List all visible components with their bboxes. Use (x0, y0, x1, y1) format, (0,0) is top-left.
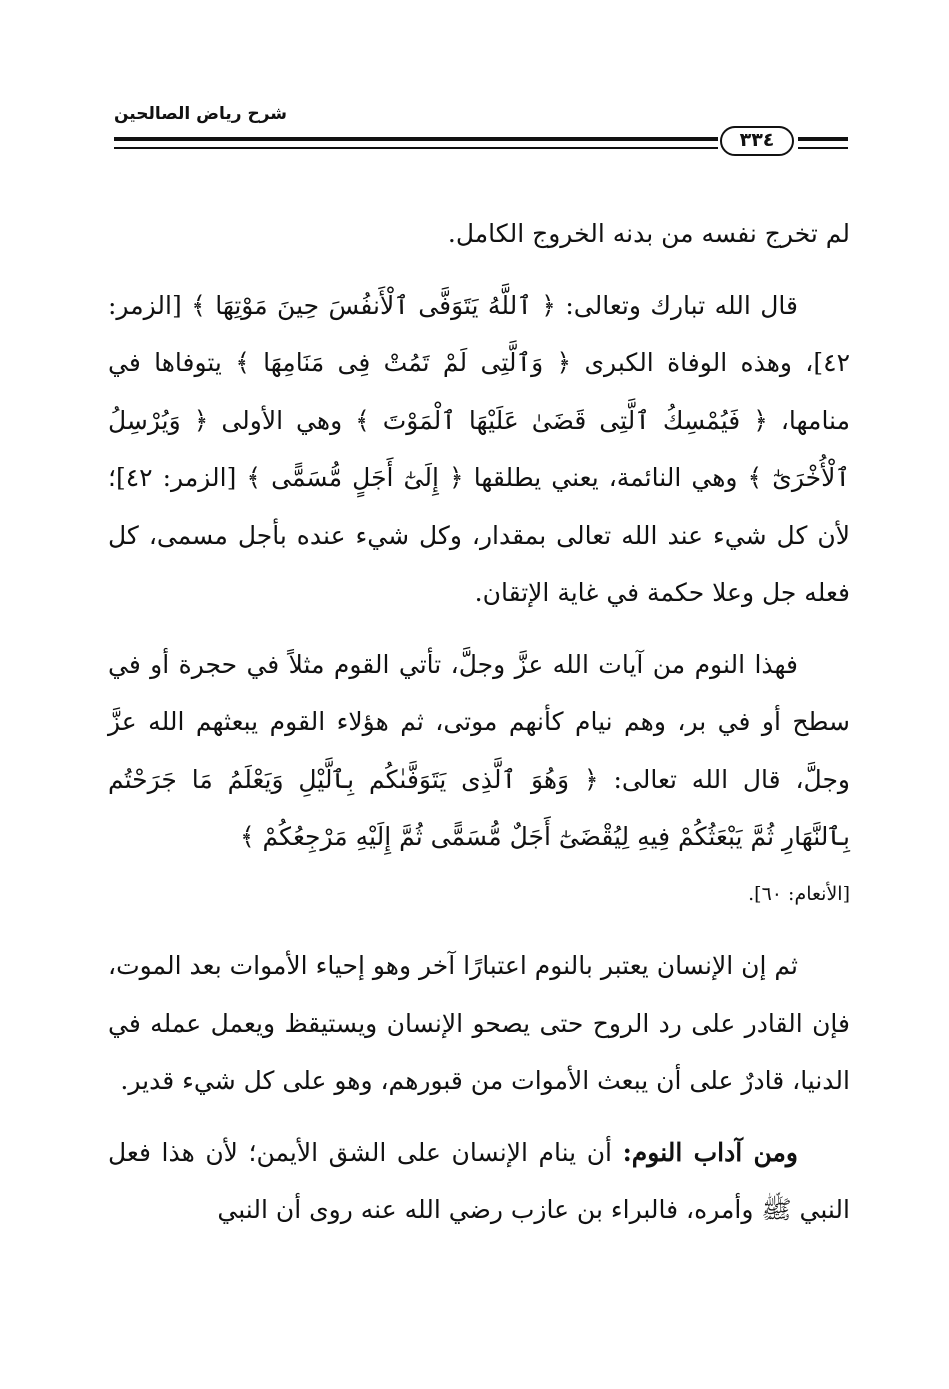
paragraph-5-text: أن ينام الإنسان على الشق الأيمن؛ لأن هذا فعل النبي ﷺ وأمره، فالبراء بن عازب رضي الله عنه روى أن النبي (108, 1137, 850, 1224)
page-number: ٣٣٤ (720, 126, 794, 156)
header-rule-short-thin (798, 147, 848, 149)
book-title: شرح رياض الصالحين (114, 104, 288, 124)
paragraph-5-lead: ومن آداب النوم: (622, 1137, 799, 1167)
quran-reference: [الأنعام: ٦٠]. (748, 882, 850, 905)
page-body (108, 205, 850, 1239)
paragraph-1: لم تخرج نفسه من بدنه الخروج الكامل. (447, 219, 850, 248)
header-rule-thin (114, 147, 718, 149)
page-header (114, 104, 848, 160)
paragraph-2: قال الله تبارك وتعالى: ﴿ ٱللَّهُ يَتَوَفَّى ٱلْأَنفُسَ حِينَ مَوْتِهَا ﴾ [الزمر: ٤٢]، وهذه الوفاة الكبرى ﴿ وَٱلَّتِى لَمْ تَمُتْ فِى مَنَامِهَا ﴾ يتوفاها في منامها، ﴿ فَيُمْسِكُ ٱلَّتِى قَضَىٰ عَلَيْهَا ٱلْمَوْتَ ﴾ وهي الأولى ﴿ وَيُرْسِلُ ٱلْأُخْرَىٰٓ ﴾ وهي النائمة، يعني يطلقها ﴿ إِلَىٰٓ أَجَلٍ مُّسَمًّى ﴾ [الزمر: ٤٢]؛ لأن كل شيء عند الله تعالى بمقدار، وكل شيء عنده بأجل مسمى، كل فعله جل وعلا حكمة في غاية الإتقان. (108, 290, 850, 607)
header-rule-thick (114, 137, 718, 141)
paragraph-4: ثم إن الإنسان يعتبر بالنوم اعتبارًا آخر وهو إحياء الأموات بعد الموت، فإن القادر على رد الروح حتى يصحو الإنسان ويستيقظ ويعمل عمله في الدنيا، قادرٌ على أن يبعث الأموات من قبورهم، وهو على كل شيء قدير. (108, 951, 850, 1095)
paragraph-3: فهذا النوم من آيات الله عزَّ وجلَّ، تأتي القوم مثلاً في حجرة أو في سطح أو في بر، وهم نيام كأنهم موتى، ثم هؤلاء القوم يبعثهم الله عزَّ وجلَّ، قال الله تعالى: ﴿ وَهُوَ ٱلَّذِى يَتَوَفَّىٰكُم بِٱلَّيْلِ وَيَعْلَمُ مَا جَرَحْتُم بِٱلنَّهَارِ ثُمَّ يَبْعَثُكُمْ فِيهِ لِيُقْضَىٰٓ أَجَلٌ مُّسَمًّى ثُمَّ إِلَيْهِ مَرْجِعُكُمْ ﴾ (108, 649, 850, 851)
paragraph-5 (108, 1124, 850, 1239)
header-rule-short-thick (798, 137, 848, 141)
